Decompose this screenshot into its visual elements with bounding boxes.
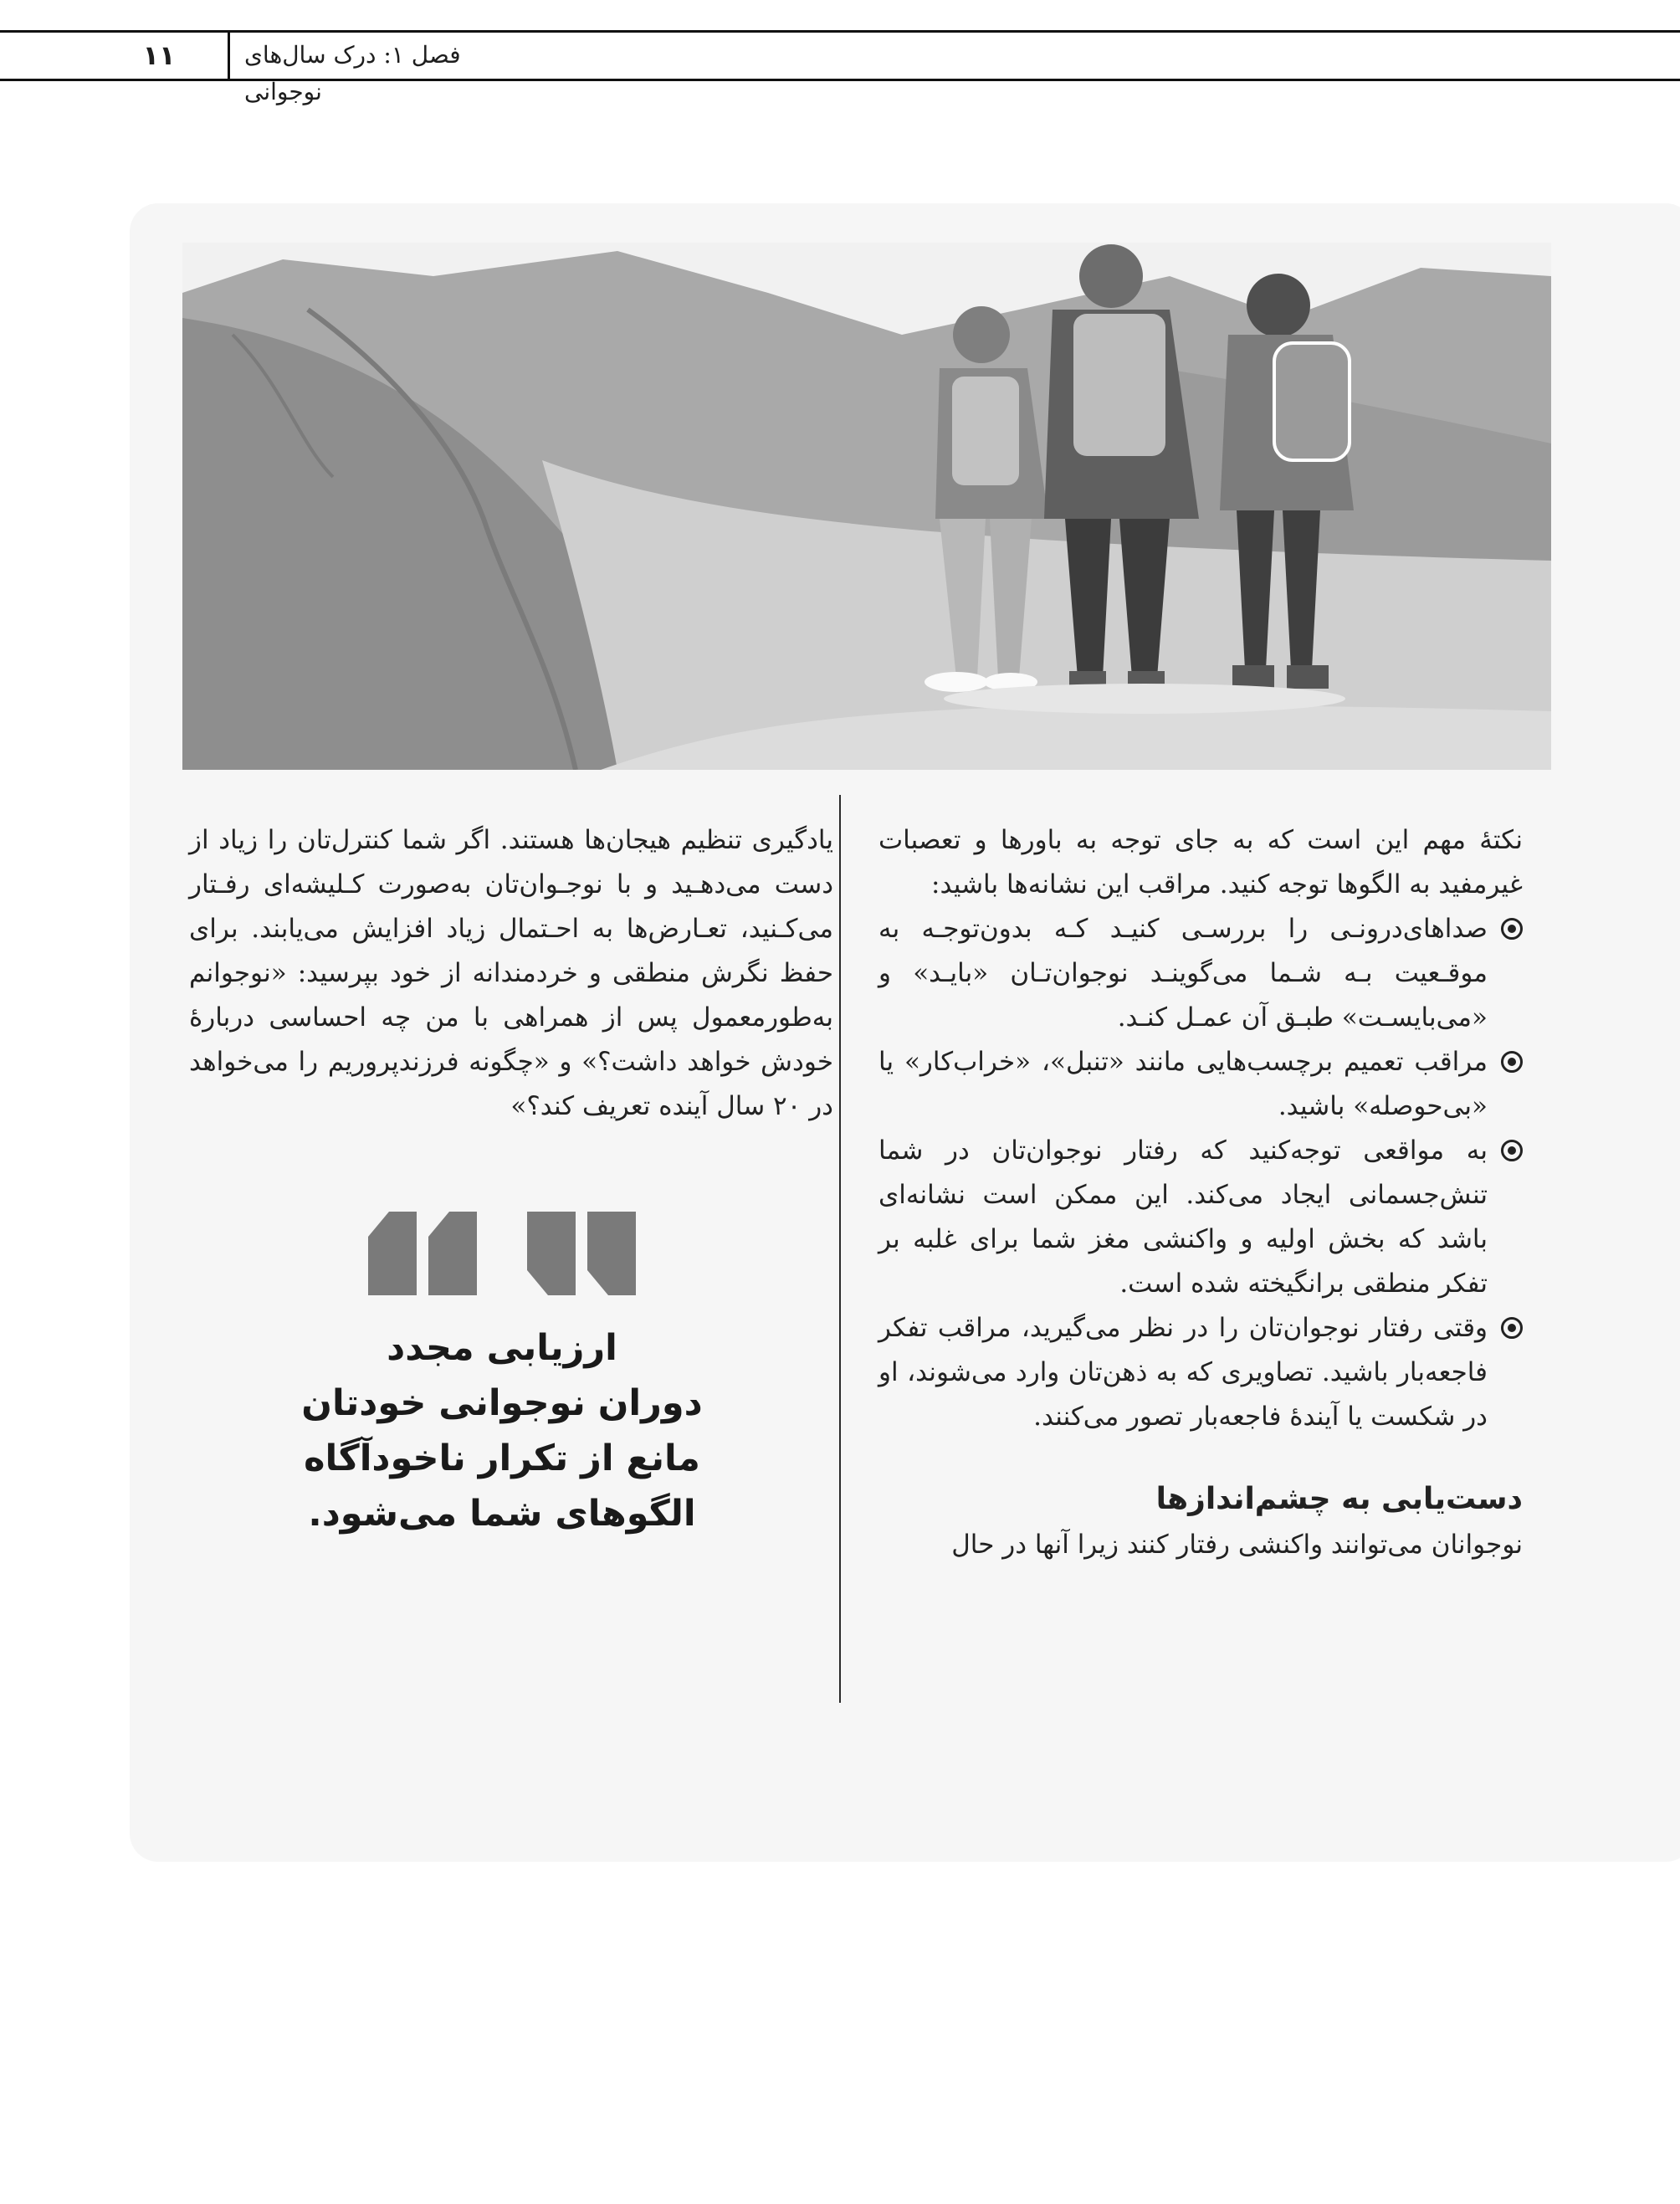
teens-hiking-illustration	[182, 243, 1551, 770]
pull-quote-line: دوران نوجوانی خودتان	[301, 1382, 703, 1424]
chapter-title: فصل ۱: درک سال‌های نوجوانی	[244, 41, 461, 105]
right-column	[878, 818, 1523, 1567]
list-item	[878, 1040, 1523, 1129]
header-divider	[228, 30, 230, 80]
pull-quote-line: الگوهای شما می‌شود.	[308, 1493, 696, 1535]
bullet-icon	[1501, 918, 1523, 940]
column-divider	[839, 795, 841, 1703]
bullet-icon	[1501, 1317, 1523, 1339]
left-column	[189, 818, 833, 1129]
tips-list	[878, 907, 1523, 1439]
section-text: نوجوانان می‌توانند واکنشی رفتار کنند زیرا آنها در حال	[951, 1530, 1523, 1560]
tip-text: صداهای‌درونـی را بررسـی کنیـد کـه بدون‌توجـه به موقـعیت بـه شـما می‌گوینـد نوجوان‌تـان «بایـد» و «می‌بایسـت» طبـق آن عمـل کنـد.	[878, 914, 1488, 1033]
tip-text: به مواقعی توجه‌کنید که رفتار نوجوان‌تان در شما تنش‌جسمانی ایجاد می‌کند. این ممکن است نشانه‌ای باشد که بخش اولیه و واکنشی مغز شما برای غلبه بر تفکر منطقی برانگیخته شده است.	[878, 1135, 1488, 1299]
tip-text: مراقب تعمیم برچسب‌هایی مانند «تنبل»، «خراب‌کار» یا «بی‌حوصله» باشید.	[878, 1047, 1488, 1121]
left-paragraph: یادگیری تنظیم هیجان‌ها هستند. اگر شما کنترل‌تان را زیاد از دست می‌دهـید و با نوجـوان‌تان به‌صورت کـلیشه‌ای رفـتار می‌کـنید، تعـارض‌ها به احـتمال زیاد افزایش می‌یابند. برای حفظ نگرش منطقی و خردمندانه از خود بپرسید: «نوجوانم به‌طورمعمول پس از همراهی با من چه احساسی دربارهٔ خودش خواهد داشت؟» و «چگونه فرزندپروریم را می‌خواهد در ۲۰ سال آینده تعریف کند؟»	[189, 825, 833, 1121]
section-heading: دست‌یابی به چشم‌اندازها	[1155, 1482, 1523, 1516]
list-item	[878, 1306, 1523, 1439]
page-number: ۱۱	[142, 39, 176, 71]
list-item	[878, 1129, 1523, 1306]
pull-quote-line: ارزیابی مجدد	[387, 1327, 617, 1369]
quotation-marks-icon	[368, 1212, 636, 1295]
intro-paragraph: نکتهٔ مهم این است که به جای توجه به باورها و تعصبات غیرمفید به الگوها توجه کنید. مراقب این نشانه‌ها باشید:	[878, 825, 1523, 900]
tip-text: وقتی رفتار نوجوان‌تان را در نظر می‌گیرید، مراقب تفکر فاجعه‌بار باشید. تصاویری که به ذهن‌تان وارد می‌شوند، او در شکست یا آیندهٔ فاجعه‌بار تصور می‌کنند.	[878, 1313, 1488, 1432]
bullet-icon	[1501, 1140, 1523, 1161]
header-rule-top	[0, 30, 1680, 33]
pull-quote-line: مانع از تکرار ناخودآگاه	[304, 1438, 700, 1479]
list-item	[878, 907, 1523, 1040]
pull-quote	[218, 1320, 786, 1541]
bullet-icon	[1501, 1051, 1523, 1073]
